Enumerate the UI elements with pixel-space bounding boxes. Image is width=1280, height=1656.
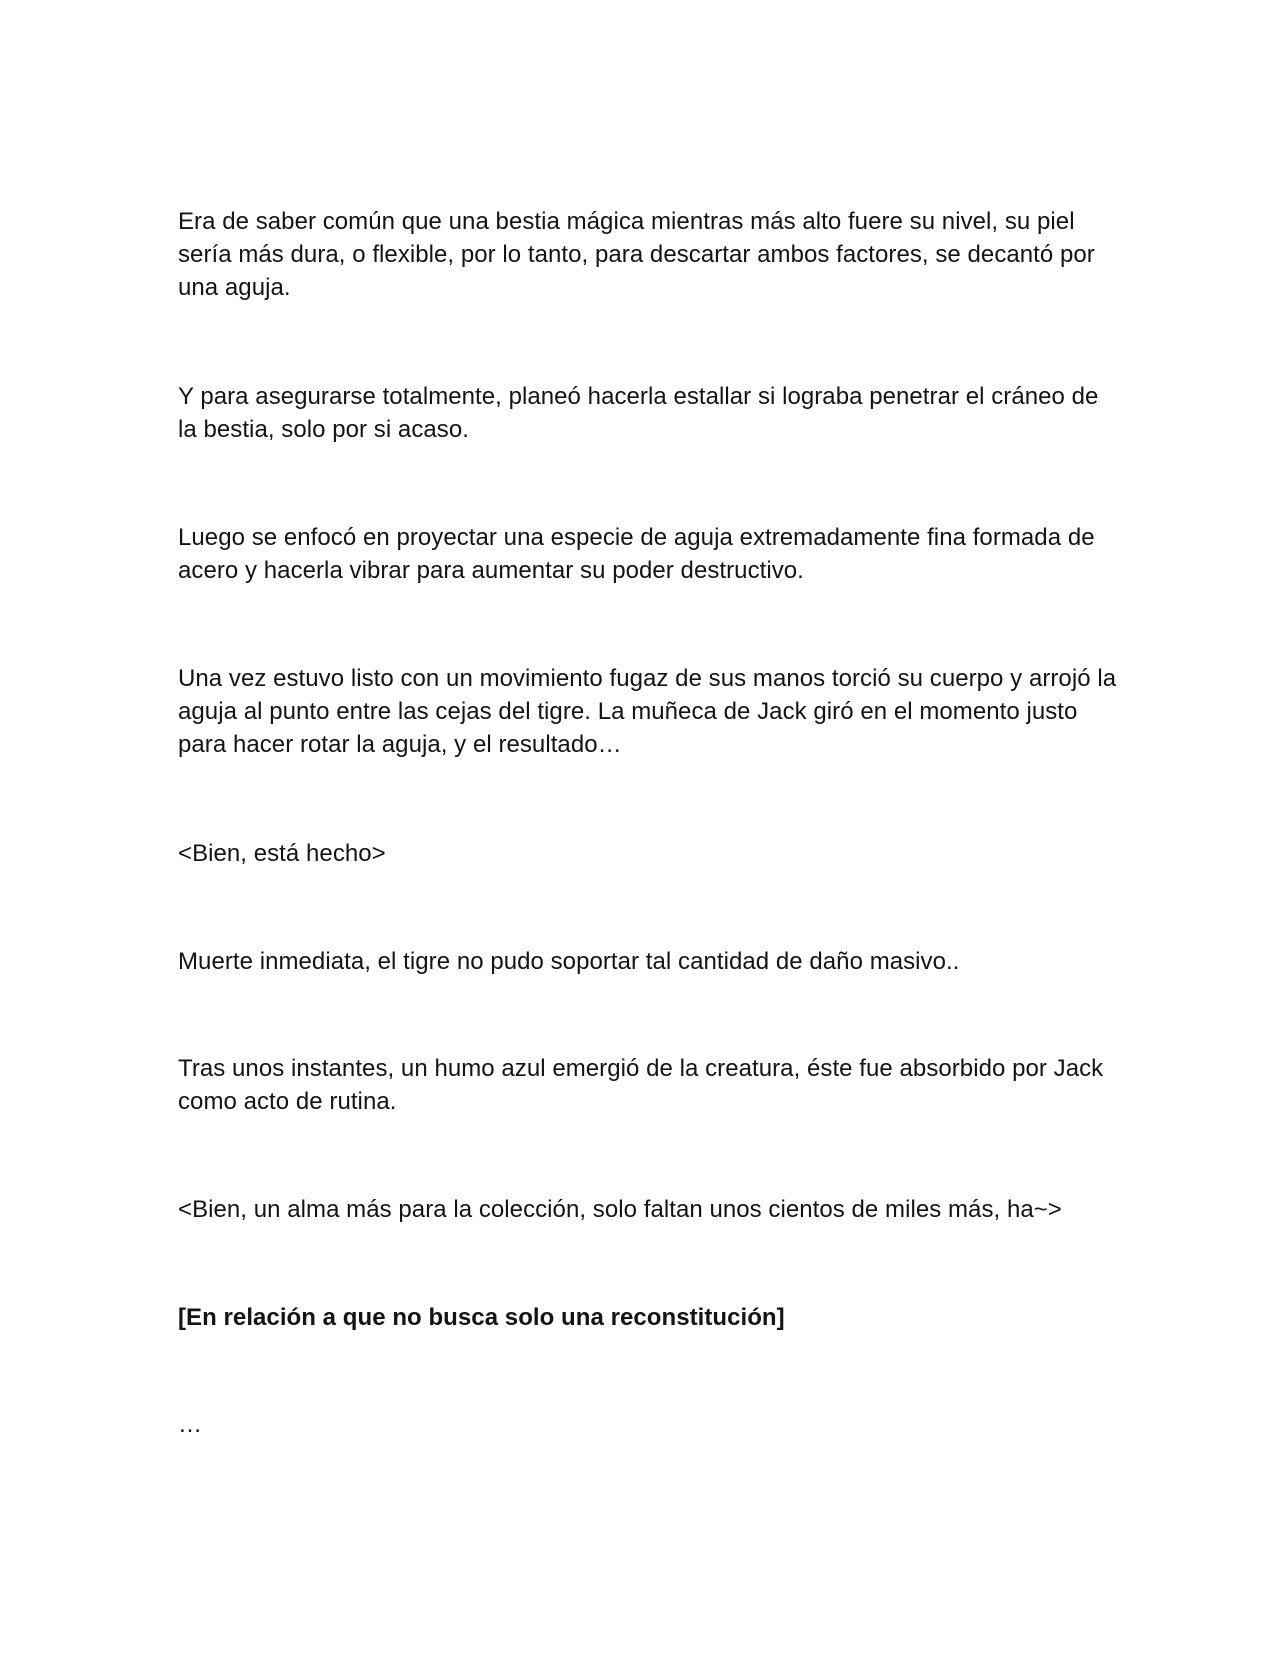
paragraph-instant-death: Muerte inmediata, el tigre no pudo soportar tal cantidad de daño masivo.. [178, 948, 960, 975]
section-heading: [En relación a que no busca solo una reconstitución] [178, 1304, 785, 1331]
paragraph-needle-choice: Era de saber común que una bestia mágica mientras más alto fuere su nivel, su piel sería más dura, o flexible, por lo tanto, para descartar ambos factores, se decantó por una aguja. [178, 208, 1095, 301]
paragraph-blue-smoke: Tras unos instantes, un humo azul emergió de la creatura, éste fue absorbido por Jack como acto de rutina. [178, 1055, 1104, 1115]
paragraph-explode-plan: Y para asegurarse totalmente, planeó hacerla estallar si lograba penetrar el cráneo de la bestia, solo por si acaso. [178, 383, 1099, 443]
paragraph-thought-soul: <Bien, un alma más para la colección, solo faltan unos cientos de miles más, ha~> [178, 1196, 1062, 1223]
paragraph-thought-done: <Bien, está hecho> [178, 840, 386, 867]
paragraph-ellipsis: … [178, 1411, 203, 1438]
paragraph-steel-needle: Luego se enfocó en proyectar una especie de aguja extremadamente fina formada de acero y hacerla vibrar para aumentar su poder destructivo. [178, 524, 1095, 584]
paragraph-throw-needle: Una vez estuvo listo con un movimiento fugaz de sus manos torció su cuerpo y arrojó la aguja al punto entre las cejas del tigre. La muñeca de Jack giró en el momento justo para hacer rotar la aguja, y el resultado… [178, 665, 1117, 758]
